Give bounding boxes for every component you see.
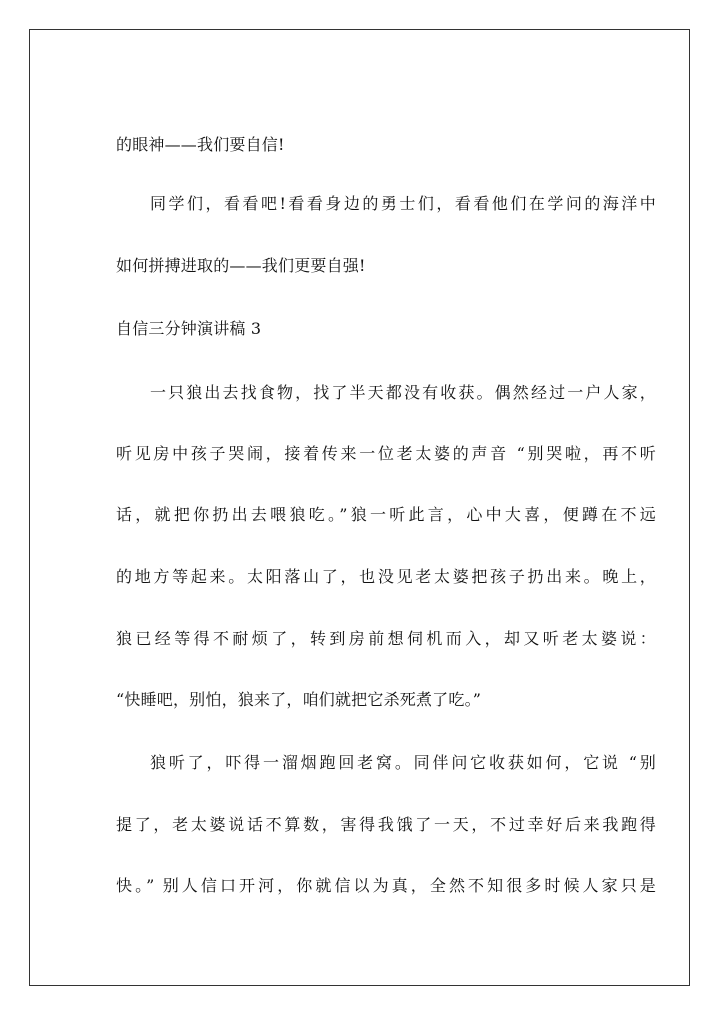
text-line: 如何拼搏进取的——我们更要自强! (116, 256, 366, 275)
text-line: 一只狼出去找食物，找了半天都没有收获。偶然经过一户人家， (150, 383, 656, 402)
text-line: 狼听了，吓得一溜烟跑回老窝。同伴问它收获如何，它说 “别 (150, 753, 656, 772)
text-line: 听见房中孩子哭闹，接着传来一位老太婆的声音 “别哭啦，再不听 (116, 444, 656, 463)
text-line: 的眼神——我们要自信! (116, 135, 285, 154)
text-line: 提了，老太婆说话不算数，害得我饿了一天，不过幸好后来我跑得 (116, 815, 656, 834)
text-line: 狼已经等得不耐烦了，转到房前想伺机而入，却又听老太婆说： (116, 629, 656, 648)
text-line: 快。” 别人信口开河，你就信以为真，全然不知很多时候人家只是 (116, 876, 656, 895)
text-line: “快睡吧，别怕，狼来了，咱们就把它杀死煮了吃。” (116, 690, 482, 709)
document-page (29, 29, 690, 986)
text-line: 的地方等起来。太阳落山了，也没见老太婆把孩子扔出来。晚上， (116, 567, 656, 586)
text-line: 同学们，看看吧!看看身边的勇士们，看看他们在学问的海洋中 (150, 194, 656, 213)
section-heading: 自信三分钟演讲稿 3 (116, 319, 262, 338)
text-line: 话，就把你扔出去喂狼吃。”狼一听此言，心中大喜，便蹲在不远 (116, 505, 656, 524)
